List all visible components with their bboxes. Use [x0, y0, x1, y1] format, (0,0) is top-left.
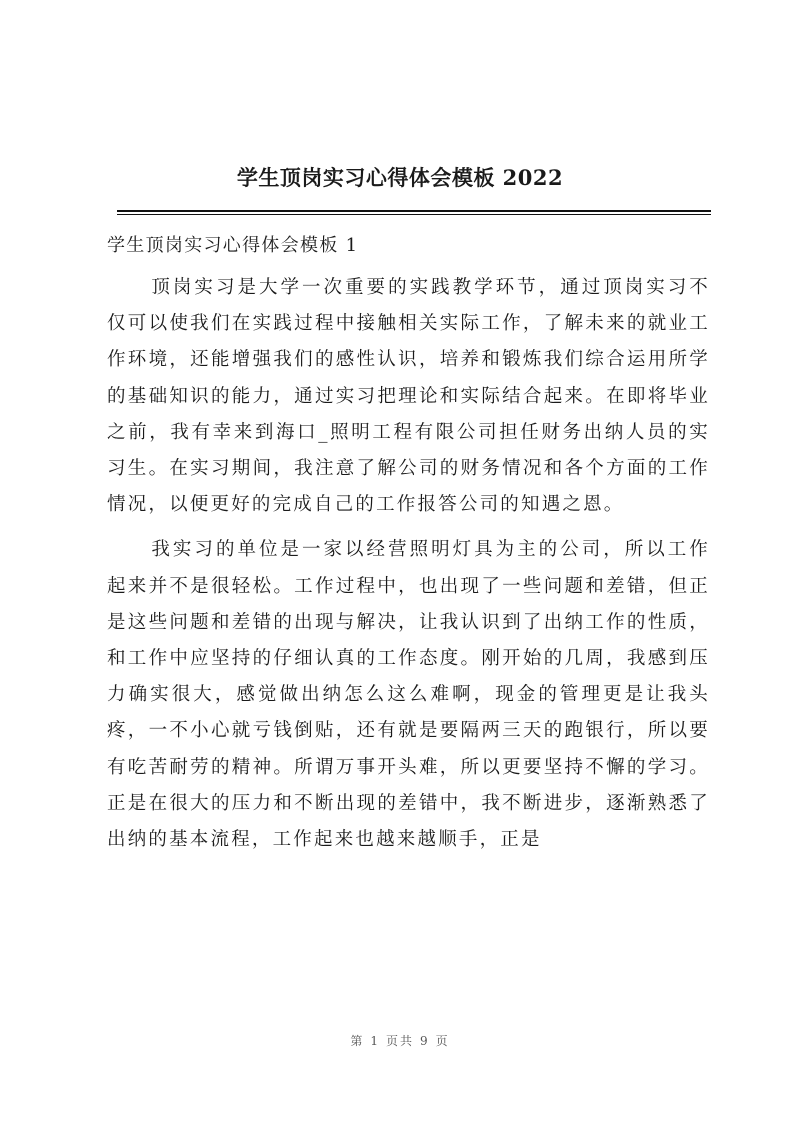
- paragraph: 顶岗实习是大学一次重要的实践教学环节，通过顶岗实习不仅可以使我们在实践过程中接触相关实际工作，了解未来的就业工作环境，还能增强我们的感性认识，培养和锻炼我们综合运用所学的基础知识的能力，通过实习把理论和实际结合起来。在即将毕业之前，我有幸来到海口_照明工程有限公司担任财务出纳人员的实习生。在实习期间，我注意了解公司的财务情况和各个方面的工作情况，以便更好的完成自己的工作报答公司的知遇之恩。: [107, 277, 710, 516]
- section-heading: 学生顶岗实习心得体会模板 1: [107, 235, 359, 256]
- document-body: [107, 270, 710, 867]
- footer-middle: 页共: [385, 1034, 414, 1048]
- footer-total-pages: 9: [420, 1034, 430, 1048]
- title-rule-thin: [117, 214, 711, 215]
- document-title: 学生顶岗实习心得体会模板 2022: [236, 165, 564, 190]
- footer-suffix: 页: [435, 1034, 450, 1048]
- paragraph: 我实习的单位是一家以经营照明灯具为主的公司，所以工作起来并不是很轻松。工作过程中，也出现了一些问题和差错，但正是这些问题和差错的出现与解决，让我认识到了出纳工作的性质，和工作中应坚持的仔细认真的工作态度。刚开始的几周，我感到压力确实很大，感觉做出纳怎么这么难啊，现金的管理更是让我头疼，一不小心就亏钱倒贴，还有就是要隔两三天的跑银行，所以要有吃苦耐劳的精神。所谓万事开头难，所以更要坚持不懈的学习。正是在很大的压力和不断出现的差错中，我不断进步，逐渐熟悉了出纳的基本流程，工作起来也越来越顺手，正是: [107, 539, 710, 851]
- page-footer: [0, 1032, 800, 1049]
- footer-page-number: 1: [370, 1034, 380, 1048]
- footer-prefix: 第: [350, 1034, 365, 1048]
- title-rule-thick: [117, 210, 711, 212]
